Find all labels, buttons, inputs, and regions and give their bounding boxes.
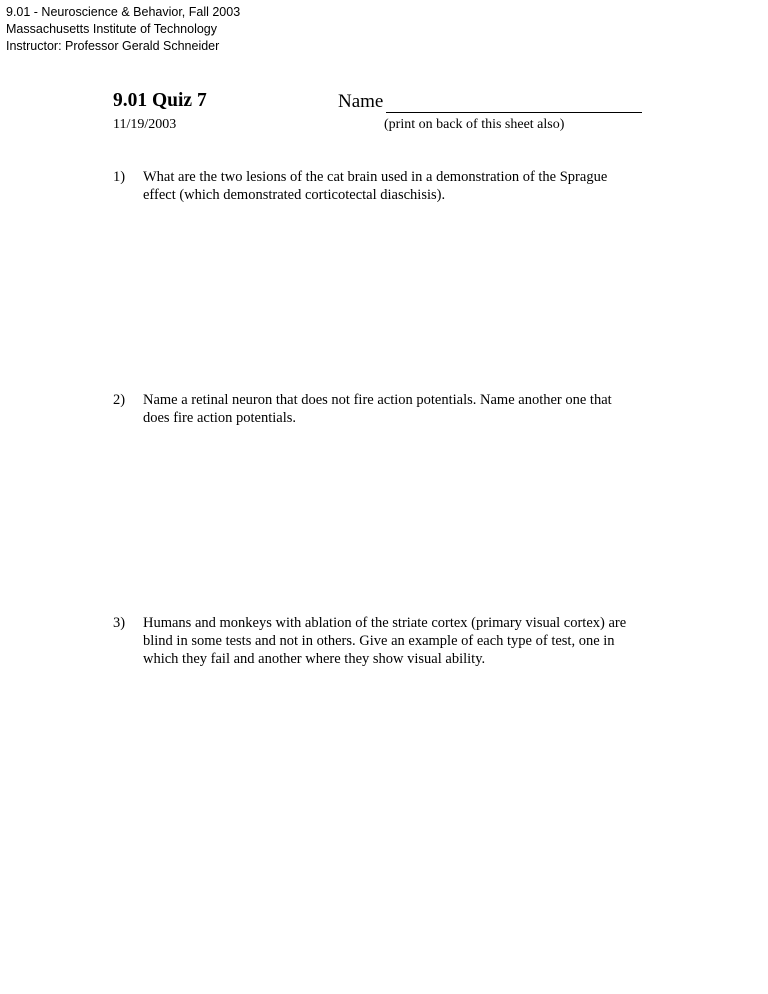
- question-text: Name a retinal neuron that does not fire action potentials. Name another one that does fire action potentials.: [143, 392, 612, 426]
- quiz-title: 9.01 Quiz 7: [113, 90, 207, 111]
- question-text: What are the two lesions of the cat brain used in a demonstration of the Sprague effect (which demonstrated corticotectal diaschisis).: [143, 169, 608, 203]
- name-note: (print on back of this sheet also): [384, 117, 565, 132]
- question-text: Humans and monkeys with ablation of the striate cortex (primary visual cortex) are blind in some tests and not in others. Give an example of each type of test, one in which they fail and another where they show visual ability.: [143, 615, 627, 667]
- question-number: 1): [113, 169, 126, 185]
- question-3: [113, 614, 633, 668]
- institution: Massachusetts Institute of Technology: [6, 22, 217, 36]
- instructor: Instructor: Professor Gerald Schneider: [6, 39, 220, 53]
- question-number: 3): [113, 615, 126, 631]
- name-field: [338, 91, 642, 113]
- name-blank-line: [386, 93, 642, 113]
- question-2: [113, 391, 633, 427]
- quiz-date: 11/19/2003: [113, 117, 177, 132]
- course-header: [6, 4, 240, 55]
- name-label: Name: [338, 91, 384, 112]
- question-number: 2): [113, 392, 126, 408]
- course-title: 9.01 - Neuroscience & Behavior, Fall 2003: [6, 5, 241, 19]
- question-1: [113, 168, 633, 204]
